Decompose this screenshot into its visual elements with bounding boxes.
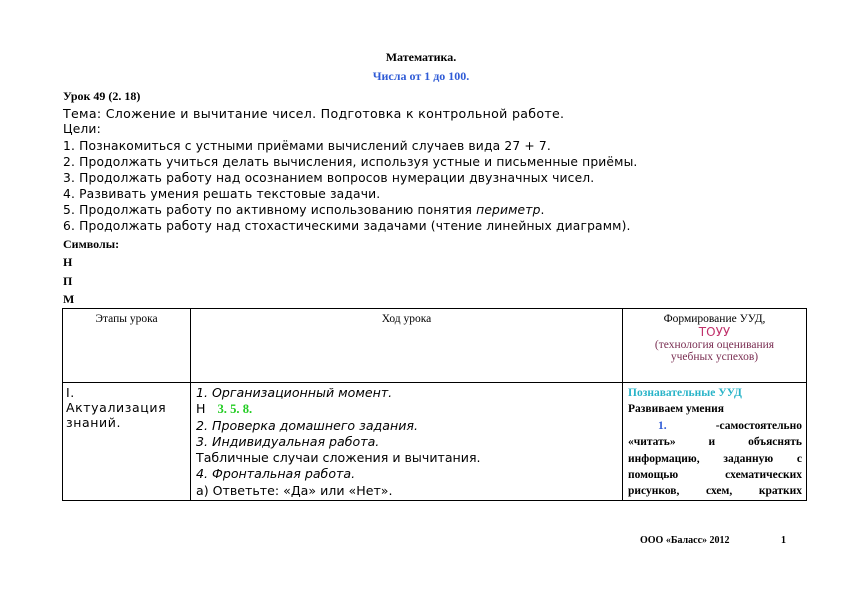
header-course: Ход урока <box>191 309 623 383</box>
uud-develop: Развиваем умения <box>628 403 725 416</box>
step-frontal-text: а) Ответьте: «Да» или «Нет». <box>196 482 393 498</box>
step-individual: 3. Индивидуальная работа. <box>196 433 380 449</box>
lesson-number: Урок 49 (2. 18) <box>63 89 141 103</box>
step-organizational: 1. Организационный момент. <box>196 385 393 400</box>
step-h-line <box>196 401 622 417</box>
uud-cell <box>623 383 807 501</box>
header-uud <box>623 309 807 383</box>
goal-item: 1. Познакомиться с устными приёмами вычислений случаев вида 27 + 7. <box>63 139 551 153</box>
uud-item-line: рисунков, схем, кратких <box>628 485 802 498</box>
lesson-topic: Тема: Сложение и вычитание чисел. Подготовка к контрольной работе. <box>63 106 565 121</box>
symbols-heading: Символы: <box>63 237 120 251</box>
goal-item: 4. Развивать умения решать текстовые задачи. <box>63 187 381 201</box>
table-row <box>63 383 807 501</box>
goal-5-suffix: . <box>540 203 545 217</box>
header-uud-line4: учебных успехов) <box>670 351 759 363</box>
step-homework: 2. Проверка домашнего задания. <box>196 417 418 433</box>
uud-item-first-line <box>628 418 802 434</box>
header-stages: Этапы урока <box>63 309 191 383</box>
uud-item-line: помощью схематических <box>628 469 802 482</box>
uud-item-line: -самостоятельно <box>715 419 802 432</box>
table-header-row <box>63 309 807 383</box>
header-uud-line1: Формирование УУД, <box>663 313 766 325</box>
goal-item: 3. Продолжать работу над осознанием вопросов нумерации двузначных чисел. <box>63 171 595 185</box>
header-uud-touu: ТОУУ <box>698 325 731 339</box>
lesson-table <box>62 308 807 501</box>
document-subtitle: Числа от 1 до 100. <box>372 69 470 83</box>
symbol-item: М <box>63 292 75 306</box>
symbol-item: Н <box>63 255 73 269</box>
footer-company: ООО «Баласс» 2012 <box>640 535 730 546</box>
uud-item-line: «читать» и объяснять <box>628 436 802 449</box>
document-title: Математика. <box>385 50 457 64</box>
step-h-label: Н <box>196 401 206 417</box>
step-individual-text: Табличные случаи сложения и вычитания. <box>196 450 481 466</box>
stage-cell <box>63 383 191 501</box>
goal-5-text: 5. Продолжать работу по активному использованию понятия <box>63 203 477 217</box>
step-h-pages: 3. 5. 8. <box>217 402 253 417</box>
goal-item: 2. Продолжать учиться делать вычисления, используя устные и письменные приёмы. <box>63 155 638 169</box>
course-cell <box>191 383 623 501</box>
step-frontal: 4. Фронтальная работа. <box>196 466 356 482</box>
page-number: 1 <box>781 535 786 546</box>
goal-item <box>63 203 545 217</box>
stage-number: I. <box>66 385 75 400</box>
stage-name: Актуализация <box>66 400 167 415</box>
goal-item: 6. Продолжать работу над стохастическими задачами (чтение линейных диаграмм). <box>63 219 631 233</box>
uud-title: Познавательные УУД <box>628 387 742 399</box>
uud-item-number: 1. <box>658 419 667 432</box>
stage-name-cont: знаний. <box>66 415 122 430</box>
goals-heading: Цели: <box>63 122 101 136</box>
goal-5-term: периметр <box>476 203 541 217</box>
header-uud-line3: (технология оценивания <box>654 339 775 351</box>
symbol-item: П <box>63 274 73 288</box>
uud-item-line: информацию, заданную с <box>628 452 802 465</box>
